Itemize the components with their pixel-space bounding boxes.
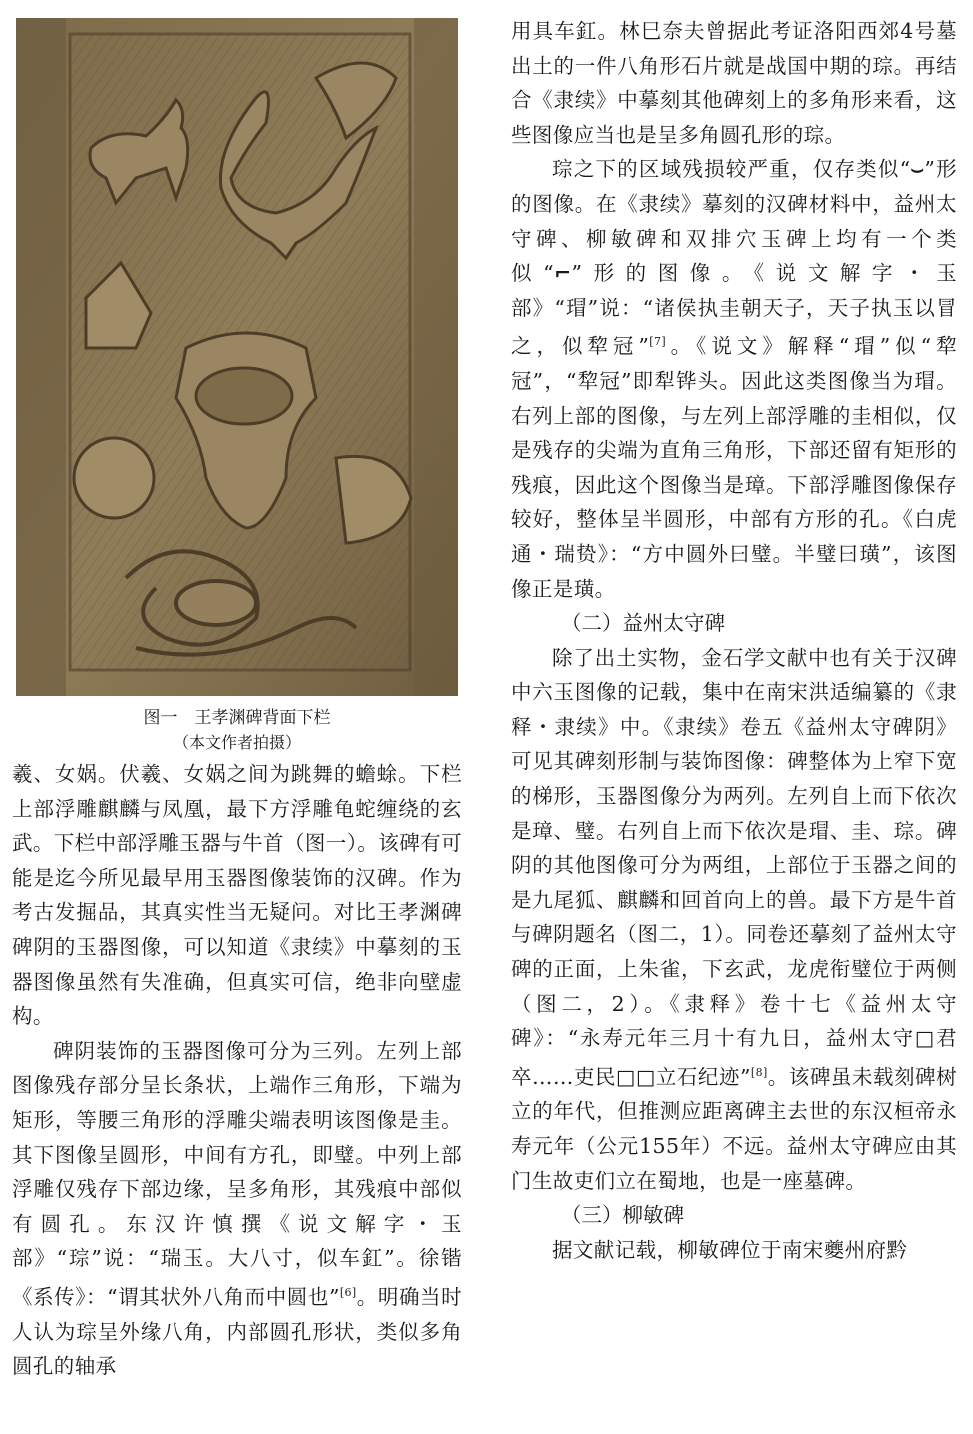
paragraph (12, 1034, 462, 1384)
paragraph-text: 琮之下的区域残损较严重，仅存类似“ (552, 157, 911, 182)
paragraph-text: 碑阴装饰的玉器图像可分为三列。左列上部图像残存部分呈长条状，上端作三角形，下端为矩形，等腰三角形的浮雕尖端表明该图像是圭。其下图像呈圆形，中间有方孔，即璧。中列上部浮雕仅残存下部边缘，呈多角形，其残痕中部似有圆孔。东汉许慎撰《说文解字・玉部》“琮”说：“瑞玉。大八寸，似车釭”。徐锴《系传》：“谓其状外八角而中圆也” (12, 1038, 462, 1309)
section-heading: （二）益州太守碑 (561, 611, 725, 636)
stele-relief-photo (16, 18, 458, 696)
citation-8: [8] (750, 1065, 768, 1079)
paragraph-text: 。明确当时人认为琮呈外缘八角，内部圆孔形状，类似多角圆孔的轴承 (12, 1284, 463, 1379)
right-column (511, 14, 957, 1267)
paragraph: 用具车釭。林巳奈夫曾据此考证洛阳西郊4号墓出土的一件八角形石片就是战国中期的琮。再结合《隶续》中摹刻其他碑刻上的多角形来看，这些图像应当也是呈多角圆孔形的琮。 (511, 19, 957, 147)
paragraph: 羲、女娲。伏羲、女娲之间为跳舞的蟾蜍。下栏上部浮雕麒麟与凤凰，最下方浮雕龟蛇缠绕的玄武。下栏中部浮雕玉器与牛首（图一）。该碑有可能是迄今所见最早用玉器图像装饰的汉碑。作为考古发掘品，其真实性当无疑问。对比王孝渊碑碑阴的玉器图像，可以知道《隶续》中摹刻的玉器图像虽然有失准确，但真实可信，绝非向壁虚构。 (12, 762, 462, 1029)
paragraph-text: ”形的图像。在《隶续》摹刻的汉碑材料中，益州太守碑、柳敏碑和双排穴玉碑上均有一个类似“ (511, 157, 957, 286)
shape-symbol: ⌣ (910, 157, 925, 182)
bi-disc-relief (74, 438, 154, 518)
left-column (12, 757, 462, 1384)
figure-credit: （本文作者拍摄） (172, 733, 301, 752)
shape-symbol: ⌐ (553, 261, 572, 286)
paragraph: 据文献记载，柳敏碑位于南宋夔州府黔 (552, 1237, 908, 1262)
citation-7: [7] (649, 335, 667, 349)
paragraph-text: ”形的图像。《说文解字・玉部》“瑁”说：“诸侯执圭朝天子，天子执玉以冒之，似犂冠” (511, 261, 957, 359)
paragraph (511, 152, 957, 606)
paragraph (511, 641, 957, 1199)
citation-6: [6] (339, 1285, 357, 1299)
paragraph-text: 。该碑虽未载刻碑树立的年代，但推测应距离碑主去世的东汉桓帝永寿元年（公元155年）不远。益州太守碑应由其门生故吏们立在蜀地，也是一座墓碑。 (511, 1064, 957, 1193)
section-heading: （三）柳敏碑 (561, 1203, 684, 1228)
paragraph-text: 除了出土实物，金石学文献中也有关于汉碑中六玉图像的记载，集中在南宋洪适编纂的《隶释・隶续》中。《隶续》卷五《益州太守碑阴》可见其碑刻形制与装饰图像：碑整体为上窄下宽的梯形，玉器图像分为两列。左列自上而下依次是璋、璧。右列自上而下依次是瑁、圭、琮。碑阴的其他图像可分为两组，上部位于玉器之间的是九尾狐、麒麟和回首向上的兽。最下方是牛首与碑阴题名（图二，1）。同卷还摹刻了益州太守碑的正面，上朱雀，下玄武，龙虎衔璧位于两侧（图二，2）。《隶释》卷十七《益州太守碑》：“永寿元年三月十有九日，益州太守□君卒……吏民□□立石纪迹” (511, 645, 957, 1089)
paragraph-text: 。《说文》解释“瑁”似“犂冠”，“犂冠”即犁铧头。因此这类图像当为瑁。右列上部的图像，与左列上部浮雕的圭相似，仅是残存的尖端为直角三角形，下部还留有矩形的残痕，因此这个图像当是璋。下部浮雕图像保存较好，整体呈半圆形，中部有方形的孔。《白虎通・瑞贽》：“方中圆外曰璧。半璧曰璜”，该图像正是璜。 (511, 334, 957, 601)
figure-caption: 图一 王孝渊碑背面下栏 (143, 708, 331, 728)
